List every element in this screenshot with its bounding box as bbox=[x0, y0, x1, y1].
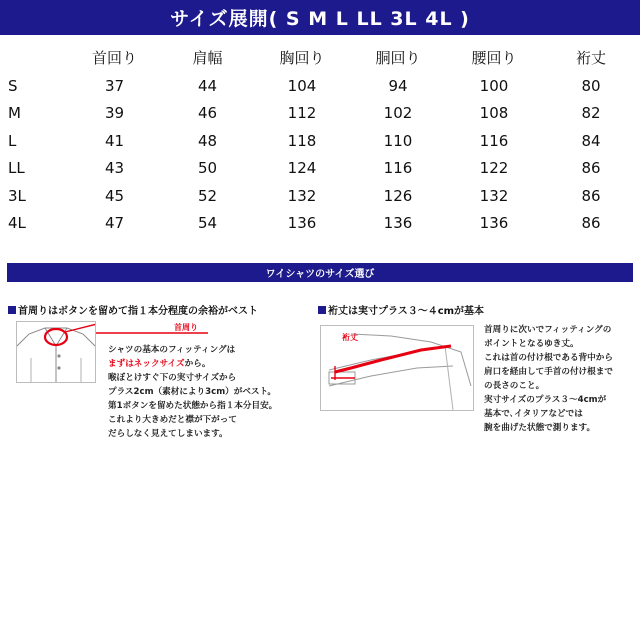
table-cell: 132 bbox=[287, 186, 317, 205]
table-cell: 110 bbox=[383, 131, 413, 150]
collar-illustration bbox=[16, 321, 96, 383]
table-cell: 116 bbox=[479, 131, 509, 150]
table-cell: 80 bbox=[581, 76, 601, 95]
page-title-text: サイズ展開( S M L LL 3L 4L ) bbox=[170, 8, 470, 30]
table-cell: 112 bbox=[287, 104, 317, 123]
header-corner bbox=[0, 42, 68, 72]
table-cell: 47 bbox=[104, 214, 125, 233]
neck-description bbox=[108, 343, 277, 441]
header-chest: 胸回り bbox=[279, 48, 325, 67]
sleeve-heading-text: 裄丈は実寸プラス３～４cmが基本 bbox=[328, 306, 485, 317]
table-cell: 118 bbox=[287, 131, 317, 150]
table-cell: 43 bbox=[104, 159, 125, 178]
table-cell: 136 bbox=[383, 214, 413, 233]
square-bullet-icon bbox=[318, 306, 326, 314]
page-title bbox=[0, 0, 640, 35]
table-cell: 136 bbox=[479, 214, 509, 233]
sleeve-line: 腕を曲げた状態で測ります。 bbox=[484, 423, 596, 433]
header-sleeve: 裄丈 bbox=[575, 48, 606, 67]
neck-heading bbox=[8, 302, 258, 317]
table-header-row bbox=[0, 42, 640, 72]
table-cell: 122 bbox=[479, 159, 509, 178]
size-label: S bbox=[8, 76, 18, 95]
square-bullet-icon bbox=[8, 306, 16, 314]
table-cell: 41 bbox=[104, 131, 125, 150]
table-cell: 132 bbox=[479, 186, 509, 205]
table-cell: 86 bbox=[581, 214, 601, 233]
table-cell: 86 bbox=[581, 159, 601, 178]
neck-line-highlight bbox=[108, 357, 277, 371]
table-cell: 45 bbox=[104, 186, 125, 205]
neck-heading-text: 首周りはボタンを留めて指１本分程度の余裕がベスト bbox=[18, 306, 258, 317]
table-cell: 126 bbox=[383, 186, 413, 205]
sleeve-line: の長さのこと。 bbox=[484, 381, 545, 391]
neck-size-highlight: まずはネックサイズ bbox=[108, 359, 185, 369]
table-cell: 50 bbox=[197, 159, 218, 178]
table-cell: 37 bbox=[104, 76, 125, 95]
guide-section-header bbox=[7, 263, 633, 282]
sleeve-line: ポイントとなるゆき丈。 bbox=[484, 339, 579, 349]
size-table bbox=[0, 42, 640, 237]
table-cell: 116 bbox=[383, 159, 413, 178]
header-hip: 腰回り bbox=[471, 48, 517, 67]
table-row bbox=[0, 155, 640, 183]
neck-callout-label: 首周り bbox=[174, 323, 198, 332]
neck-line: 第1ボタンを留めた状態から指１本分目安。 bbox=[108, 401, 278, 411]
guide-section-title: ワイシャツのサイズ選び bbox=[265, 269, 375, 280]
header-neck: 首回り bbox=[91, 48, 137, 67]
size-label: LL bbox=[8, 159, 25, 178]
table-cell: 46 bbox=[197, 104, 218, 123]
table-cell: 86 bbox=[581, 186, 601, 205]
neck-callout-line bbox=[96, 330, 208, 336]
table-row bbox=[0, 72, 640, 100]
table-cell: 136 bbox=[287, 214, 317, 233]
size-label: M bbox=[8, 104, 21, 123]
neck-line-suffix: から。 bbox=[184, 359, 211, 369]
sleeve-description bbox=[484, 323, 613, 435]
header-shoulder: 肩幅 bbox=[192, 48, 223, 67]
table-cell: 54 bbox=[197, 214, 218, 233]
size-label: 4L bbox=[8, 214, 26, 233]
sleeve-heading bbox=[318, 302, 484, 317]
table-row bbox=[0, 127, 640, 155]
table-cell: 52 bbox=[197, 186, 218, 205]
sleeve-line: 首周りに次いでフィッティングの bbox=[484, 325, 612, 335]
neck-line: だらしなく見えてしまいます。 bbox=[108, 429, 228, 439]
table-cell: 124 bbox=[287, 159, 317, 178]
header-waist: 胴回り bbox=[375, 48, 421, 67]
table-cell: 108 bbox=[479, 104, 509, 123]
table-row bbox=[0, 210, 640, 238]
size-label: 3L bbox=[8, 186, 26, 205]
sleeve-callout-label: 裄丈 bbox=[342, 333, 358, 342]
table-cell: 39 bbox=[104, 104, 125, 123]
table-row bbox=[0, 182, 640, 210]
sleeve-line: 肩口を経由して手首の付け根まで bbox=[484, 367, 613, 377]
table-cell: 102 bbox=[383, 104, 413, 123]
sleeve-line: 実寸サイズのプラス３～4cmが bbox=[484, 395, 607, 405]
neck-line: シャツの基本のフィッティングは bbox=[108, 345, 236, 355]
table-cell: 84 bbox=[581, 131, 601, 150]
table-cell: 104 bbox=[287, 76, 317, 95]
table-cell: 44 bbox=[197, 76, 218, 95]
table-cell: 48 bbox=[197, 131, 218, 150]
size-label: L bbox=[8, 131, 17, 150]
neck-line: これより大きめだと襟が下がって bbox=[108, 415, 237, 425]
table-cell: 100 bbox=[479, 76, 509, 95]
neck-line: プラス2cm（素材により3cm）がベスト。 bbox=[108, 387, 276, 397]
table-row bbox=[0, 100, 640, 128]
neck-line: 喉ぼとけすぐ下の実寸サイズから bbox=[108, 373, 237, 383]
table-cell: 82 bbox=[581, 104, 601, 123]
sleeve-line: 基本で､イタリアなどでは bbox=[484, 409, 583, 419]
shirt-collar-icon bbox=[17, 322, 95, 382]
table-cell: 94 bbox=[388, 76, 408, 95]
sleeve-line: これは首の付け根である背中から bbox=[484, 353, 613, 363]
